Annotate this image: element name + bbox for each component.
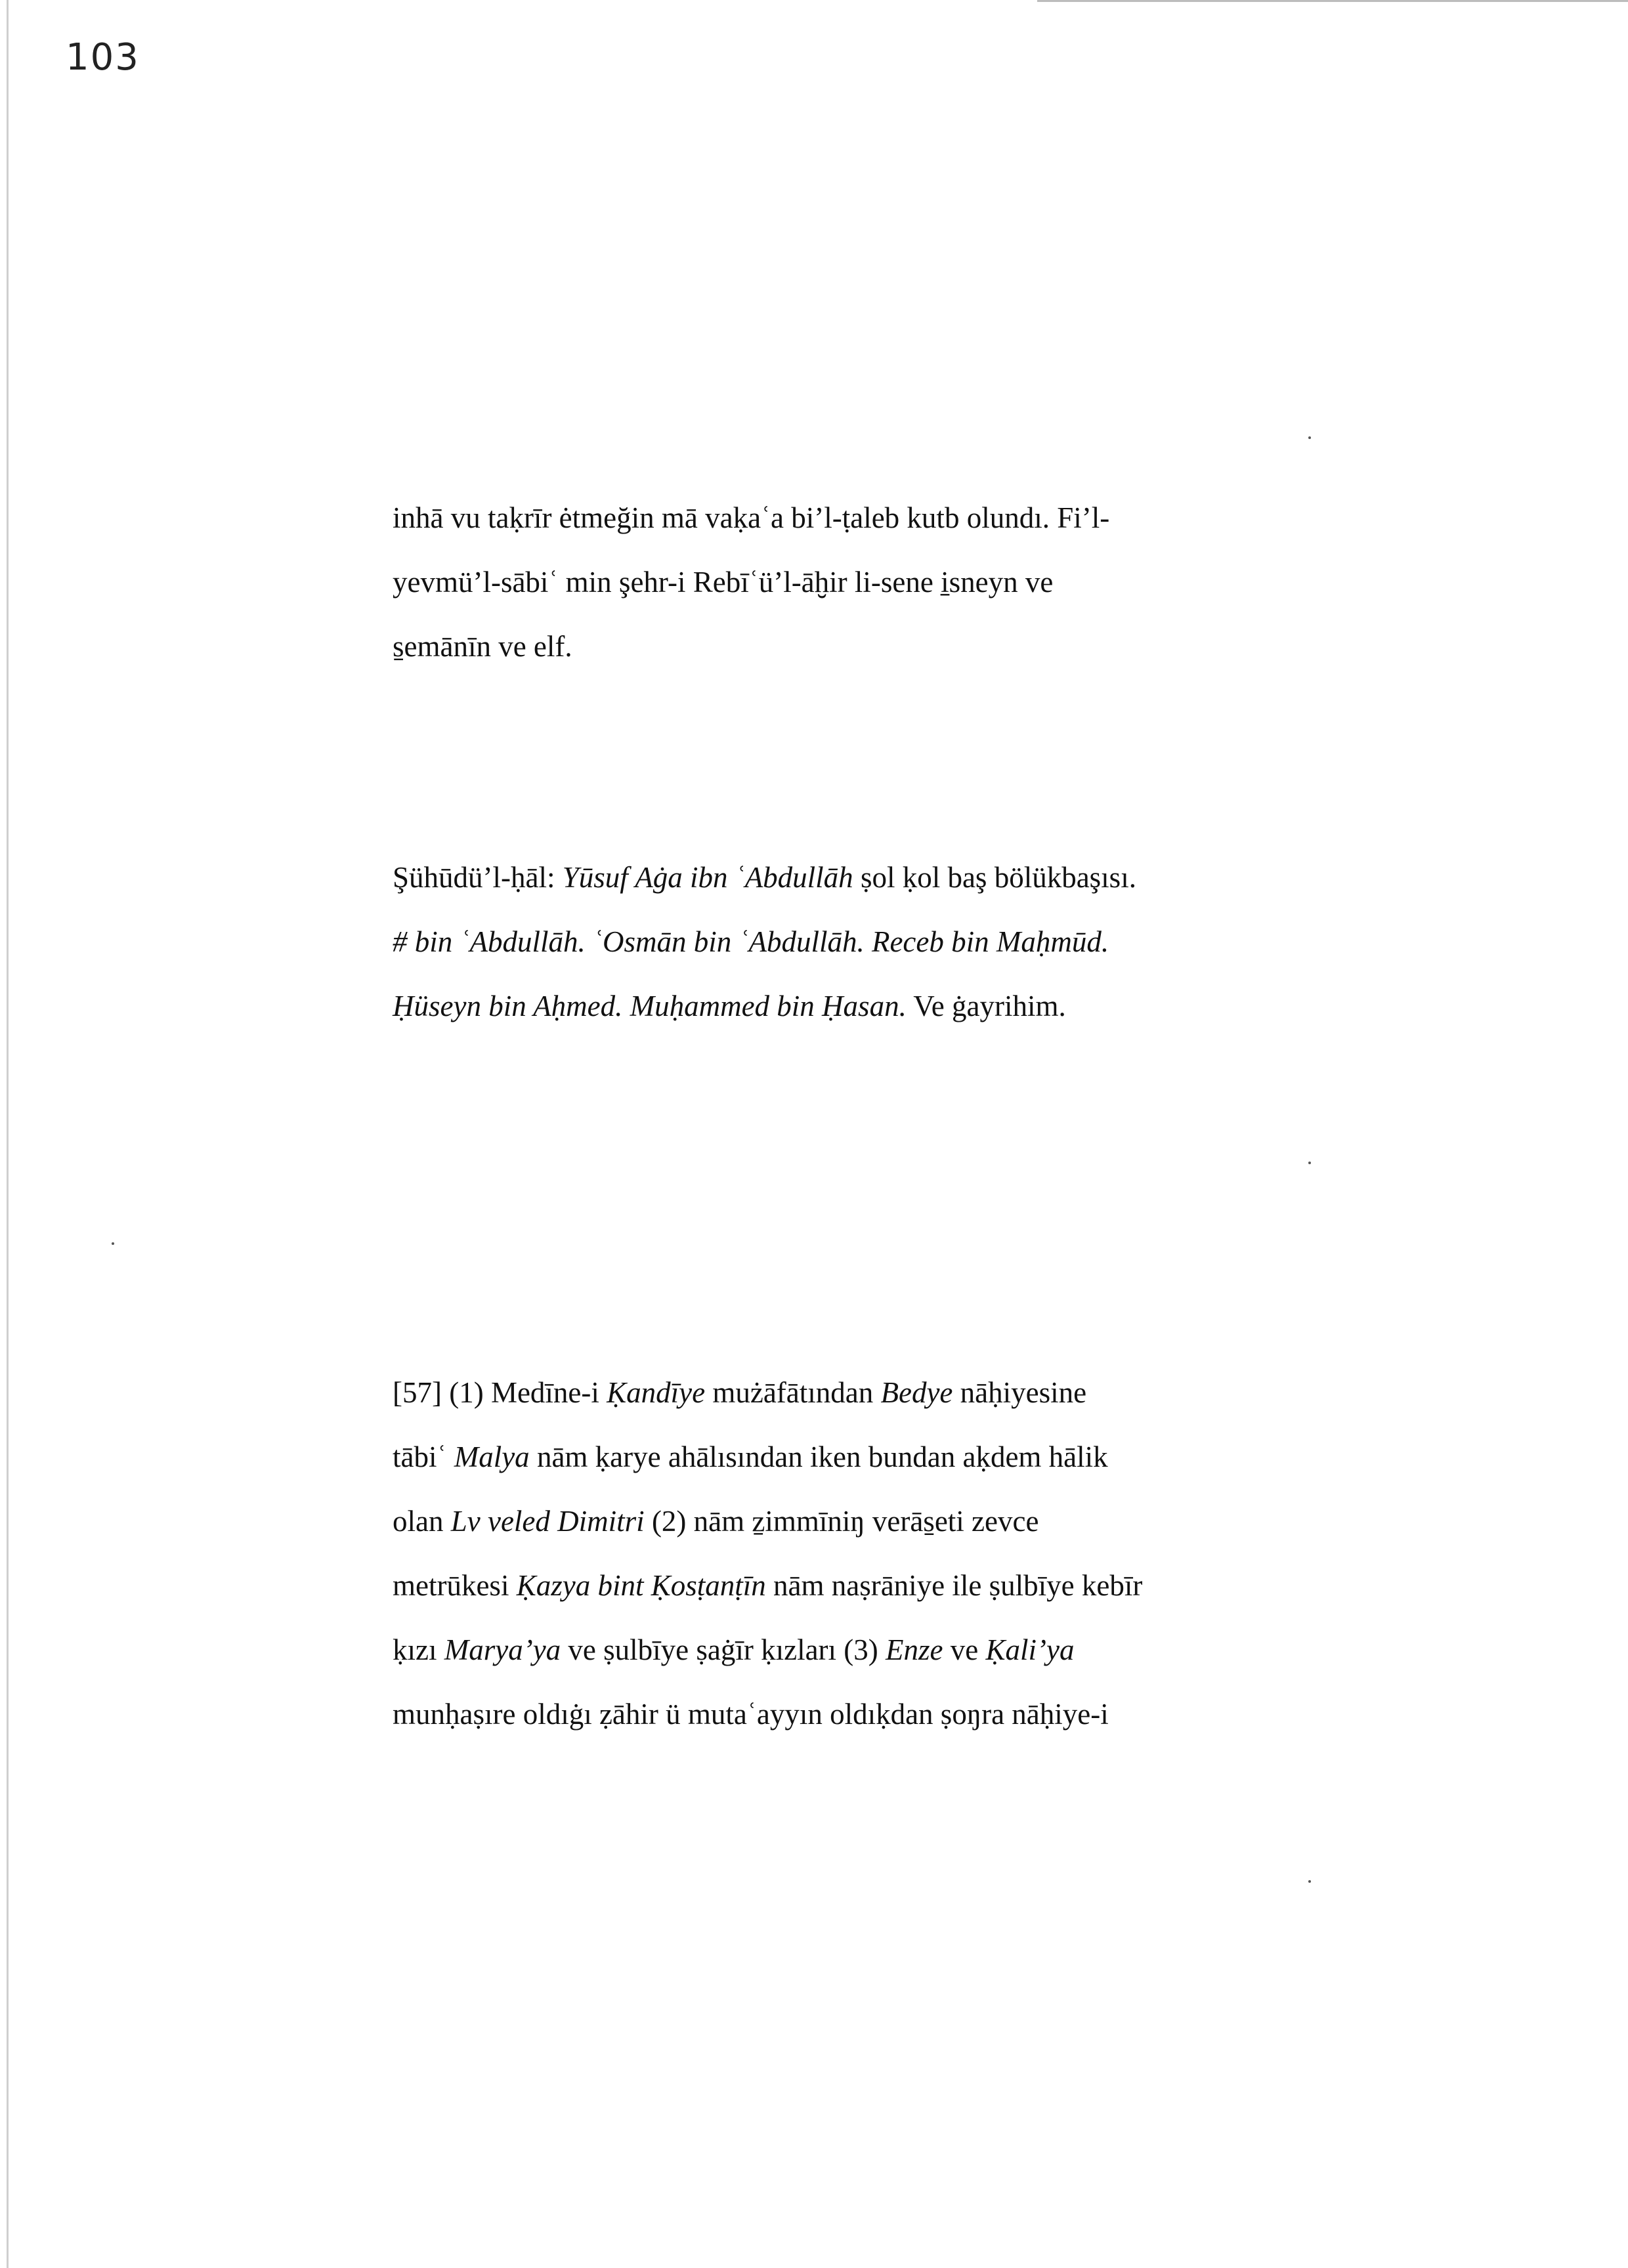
text-line [393, 486, 1312, 550]
text-segment: Şühūdü’l-ḥāl: [393, 861, 563, 894]
text-line [393, 1360, 1312, 1425]
page-left-edge [7, 0, 9, 2268]
text-line [393, 614, 1312, 679]
text-line [393, 974, 1312, 1038]
scan-speck [112, 1242, 114, 1245]
text-segment: (2) nām ẕimmīniŋ verās̱eti zevce [644, 1505, 1039, 1538]
italic-name-segment: Marya’ya [444, 1633, 561, 1666]
italic-name-segment: Enze [886, 1633, 943, 1666]
text-segment: inhā vu taḳrīr ėtmeğin mā vaḳaʿa bi’l-ṭaleb kutb olundı. Fi’l- [393, 501, 1110, 534]
text-line [393, 1682, 1312, 1746]
paragraph-document-closing [393, 486, 1312, 679]
text-segment: mużāfātından [705, 1376, 881, 1409]
text-line [393, 1553, 1312, 1618]
text-segment: olan [393, 1505, 451, 1538]
paragraph-witnesses [393, 845, 1312, 1038]
text-segment: ve [943, 1633, 986, 1666]
text-line [393, 550, 1312, 614]
paragraph-entry-57 [393, 1360, 1312, 1746]
text-segment: nāḥiyesine [953, 1376, 1087, 1409]
text-line [393, 1489, 1312, 1553]
text-segment: ḳızı [393, 1633, 444, 1666]
italic-name-segment: Ḳali’ya [985, 1633, 1075, 1666]
italic-name-segment: Yūsuf Aġa ibn ʿAbdullāh [562, 861, 853, 894]
italic-name-segment: # bin ʿAbdullāh. ʿOsmān bin ʿAbdullāh. Receb bin Maḥmūd. [393, 925, 1109, 958]
text-line [393, 910, 1312, 974]
italic-name-segment: Ḳandīye [607, 1376, 706, 1409]
scan-speck [1308, 1162, 1311, 1164]
text-line [393, 1425, 1312, 1489]
scan-speck [1308, 1880, 1311, 1883]
text-line [393, 845, 1312, 910]
italic-name-segment: Ḳazya bint Ḳosṭanṭīn [516, 1569, 766, 1602]
text-segment: s̱emānīn ve elf. [393, 630, 572, 663]
text-segment: munḥaṣıre oldıġı ẓāhir ü mutaʿayyın oldıḳdan ṣoŋra nāḥiye-i [393, 1698, 1109, 1731]
text-line [393, 1618, 1312, 1682]
text-segment: Ve ġayrihim. [906, 990, 1066, 1022]
page-number: 103 [66, 36, 140, 79]
italic-name-segment: Lv veled Dimitri [450, 1505, 645, 1538]
text-segment: nām naṣrāniye ile ṣulbīye kebīr [765, 1569, 1143, 1602]
text-segment: [57] (1) Medīne-i [393, 1376, 607, 1409]
text-segment: ve ṣulbīye ṣaġīr ḳızları (3) [561, 1633, 886, 1666]
italic-name-segment: Malya [454, 1440, 530, 1473]
italic-name-segment: Ḥüseyn bin Aḥmed. Muḥammed bin Ḥasan. [393, 990, 907, 1022]
text-segment: tābiʿ [393, 1440, 454, 1473]
italic-name-segment: Bedye [880, 1376, 953, 1409]
text-segment: yevmü’l-sābiʿ min şehr-i Rebīʿü’l-āḫir li-sene i̱sneyn ve [393, 566, 1054, 598]
text-segment: ṣol ḳol baş bölükbaşısı. [853, 861, 1136, 894]
text-segment: nām ḳarye ahālısından iken bundan aḳdem hālik [529, 1440, 1108, 1473]
page-top-edge [1037, 0, 1628, 2]
text-segment: metrūkesi [393, 1569, 517, 1602]
scan-speck [1308, 436, 1311, 439]
